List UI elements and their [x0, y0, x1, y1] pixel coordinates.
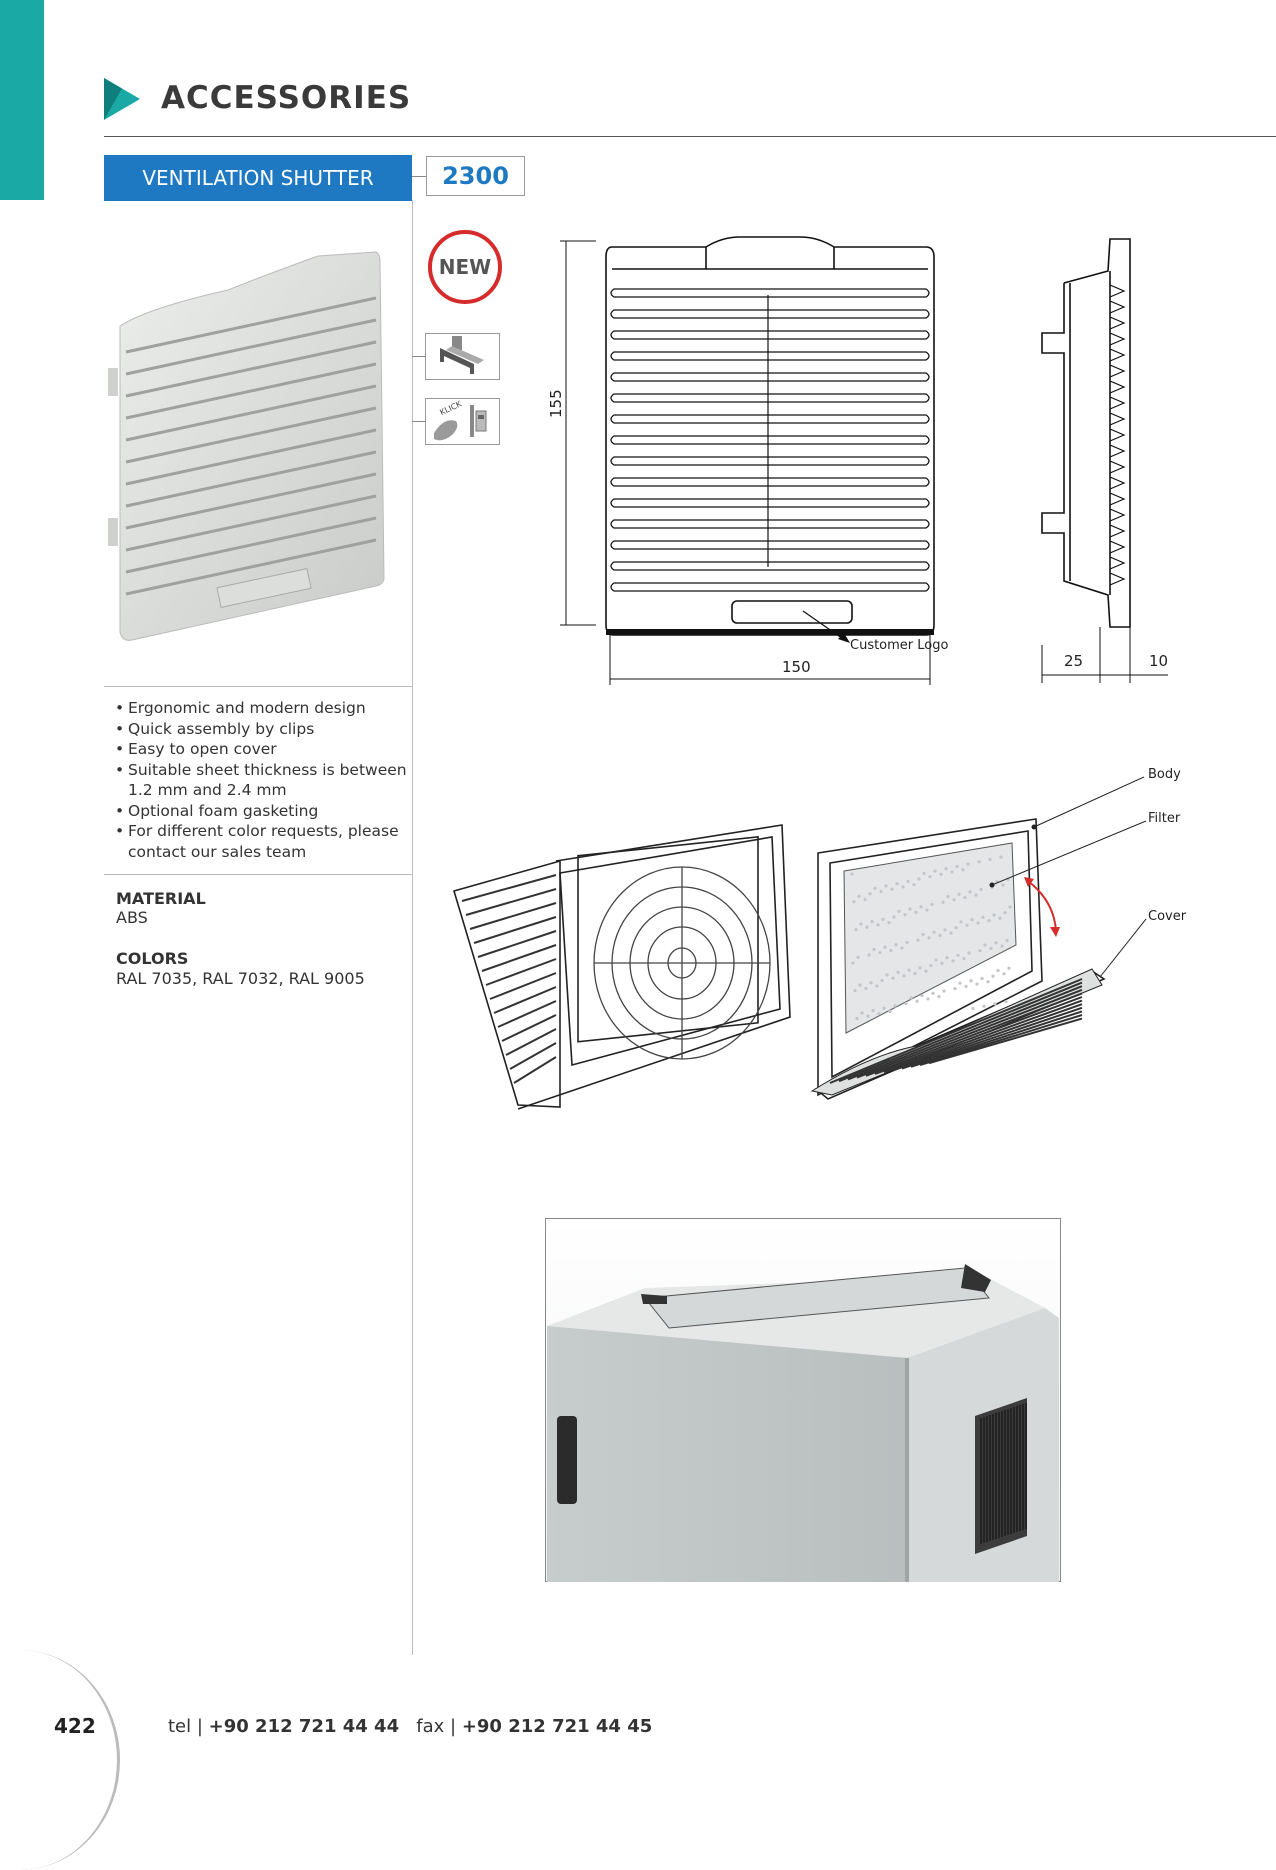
klick-clip-icon: [425, 398, 500, 445]
fax-number[interactable]: +90 212 721 44 45: [461, 1716, 653, 1737]
feature-item: • Suitable sheet thickness is between 1.2 mm and 2.4 mm: [114, 760, 414, 801]
tel-number[interactable]: +90 212 721 44 44: [208, 1716, 400, 1737]
product-name-band: VENTILATION SHUTTER: [104, 155, 412, 201]
body-callout: Body: [1148, 767, 1181, 782]
page-title: ACCESSORIES: [161, 80, 412, 116]
cabinet-application-photo: [545, 1218, 1061, 1582]
filter-callout: Filter: [1148, 811, 1181, 826]
klick-label: KLICK: [438, 399, 464, 418]
material-value: ABS: [116, 908, 148, 927]
section-arrow-icon: [104, 78, 140, 120]
fax-label: fax |: [416, 1716, 457, 1737]
depth-dimension-10: 10: [1149, 652, 1169, 670]
exploded-view-drawing: [452, 765, 1182, 1115]
feature-item: • Easy to open cover: [114, 739, 414, 760]
feature-item: • Ergonomic and modern design: [114, 698, 414, 719]
depth-dimension-25: 25: [1064, 652, 1084, 670]
rail-mount-icon: [425, 333, 500, 380]
width-dimension: 150: [782, 658, 811, 676]
colors-value: RAL 7035, RAL 7032, RAL 9005: [116, 969, 365, 988]
feature-item: • Quick assembly by clips: [114, 719, 414, 740]
material-heading: MATERIAL: [116, 889, 206, 908]
section-rule: [104, 686, 412, 687]
height-dimension: 155: [547, 389, 565, 418]
feature-list: [114, 698, 414, 862]
cover-callout: Cover: [1148, 909, 1187, 924]
tel-label: tel |: [168, 1716, 203, 1737]
page-number: 422: [54, 1714, 96, 1738]
feature-item: • For different color requests, please contact our sales team: [114, 821, 414, 862]
icon-connector: [412, 421, 426, 422]
new-badge: NEW: [428, 230, 502, 304]
product-photo: [108, 248, 388, 646]
side-tab: [0, 0, 44, 200]
section-rule: [104, 874, 412, 875]
icon-connector: [412, 356, 426, 357]
code-connector: [412, 176, 426, 177]
side-view-drawing: [1038, 235, 1178, 685]
feature-item: • Optional foam gasketing: [114, 801, 414, 822]
front-view-drawing: [556, 235, 996, 685]
footer-curve: [0, 1650, 120, 1870]
column-divider: [412, 200, 413, 1655]
product-code: 2300: [426, 156, 525, 196]
contact-line: [168, 1716, 652, 1737]
colors-heading: COLORS: [116, 949, 189, 968]
header-rule: [104, 136, 1276, 137]
customer-logo-callout: Customer Logo: [850, 638, 949, 653]
